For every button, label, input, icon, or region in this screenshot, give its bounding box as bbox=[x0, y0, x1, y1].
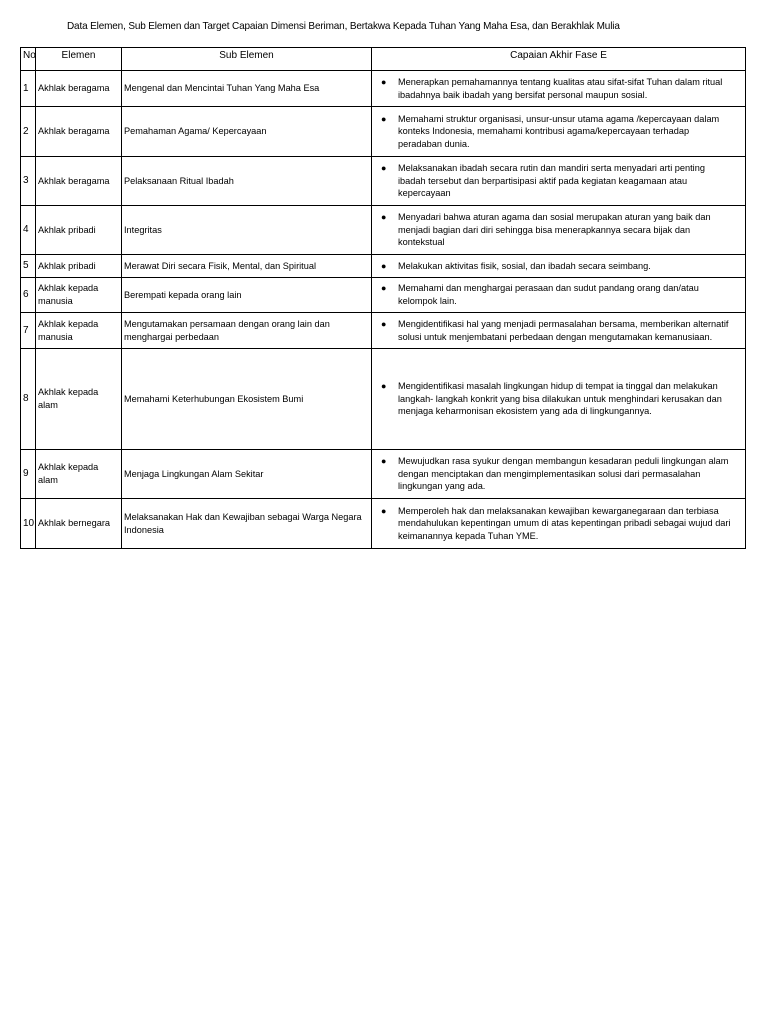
capaian-item bbox=[374, 260, 731, 273]
table-row bbox=[21, 255, 746, 278]
table-row bbox=[21, 107, 746, 157]
row-no: 1 bbox=[21, 71, 36, 107]
row-elemen: Akhlak pribadi bbox=[36, 255, 122, 278]
row-elemen: Akhlak beragama bbox=[36, 71, 122, 107]
bullet-icon: ● bbox=[381, 381, 387, 392]
table-row bbox=[21, 499, 746, 549]
data-table bbox=[20, 47, 746, 549]
capaian-item bbox=[374, 162, 731, 200]
bullet-icon: ● bbox=[381, 260, 387, 271]
row-capaian bbox=[372, 278, 746, 313]
row-elemen: Akhlak kepada alam bbox=[36, 450, 122, 499]
document-title: Data Elemen, Sub Elemen dan Target Capaian Dimensi Beriman, Bertakwa Kepada Tuhan Yang Maha Esa, dan Berakhlak Mulia bbox=[67, 21, 620, 32]
capaian-text: Mengidentifikasi hal yang menjadi permasalahan bersama, memberikan alternatif solusi untuk menjembatani perbedaan dengan mengutamakan kemanusiaan. bbox=[398, 318, 729, 342]
row-no: 10 bbox=[21, 499, 36, 549]
row-sub-elemen: Menjaga Lingkungan Alam Sekitar bbox=[122, 450, 372, 499]
table-header-row bbox=[21, 48, 746, 71]
capaian-item bbox=[374, 76, 731, 101]
capaian-item bbox=[374, 380, 731, 418]
capaian-text: Memahami dan menghargai perasaan dan sudut pandang orang dan/atau kelompok lain. bbox=[398, 283, 699, 306]
row-sub-elemen: Memahami Keterhubungan Ekosistem Bumi bbox=[122, 349, 372, 450]
row-capaian bbox=[372, 157, 746, 206]
row-sub-elemen: Mengutamakan persamaan dengan orang lain dan menghargai perbedaan bbox=[122, 313, 372, 349]
bullet-icon: ● bbox=[381, 318, 387, 329]
table-row bbox=[21, 349, 746, 450]
row-sub-elemen: Integritas bbox=[122, 206, 372, 255]
row-capaian bbox=[372, 450, 746, 499]
row-no: 9 bbox=[21, 450, 36, 499]
row-no: 2 bbox=[21, 107, 36, 157]
row-sub-elemen: Merawat Diri secara Fisik, Mental, dan Spiritual bbox=[122, 255, 372, 278]
table-row bbox=[21, 71, 746, 107]
bullet-icon: ● bbox=[381, 456, 387, 467]
row-elemen: Akhlak bernegara bbox=[36, 499, 122, 549]
row-no: 3 bbox=[21, 157, 36, 206]
row-no: 8 bbox=[21, 349, 36, 450]
row-sub-elemen: Melaksanakan Hak dan Kewajiban sebagai Warga Negara Indonesia bbox=[122, 499, 372, 549]
row-elemen: Akhlak pribadi bbox=[36, 206, 122, 255]
header-elemen: Elemen bbox=[36, 48, 122, 71]
bullet-icon: ● bbox=[381, 212, 387, 223]
table-row bbox=[21, 206, 746, 255]
capaian-text: Mengidentifikasi masalah lingkungan hidup di tempat ia tinggal dan melakukan langkah- langkah konkrit yang bisa dilakukan untuk menghindari kerusakan dan menjaga keharmonisan ekosistem yang ada di lingkungannya. bbox=[398, 381, 722, 417]
row-capaian bbox=[372, 206, 746, 255]
row-sub-elemen: Pemahaman Agama/ Kepercayaan bbox=[122, 107, 372, 157]
header-sub-elemen: Sub Elemen bbox=[122, 48, 372, 71]
row-no: 7 bbox=[21, 313, 36, 349]
row-capaian bbox=[372, 107, 746, 157]
row-elemen: Akhlak kepada manusia bbox=[36, 278, 122, 313]
capaian-text: Memahami struktur organisasi, unsur-unsur utama agama /kepercayaan dalam konteks Indonesia, memahami kontribusi agama/kepercayaan terhadap peradaban dunia. bbox=[398, 113, 720, 149]
capaian-item bbox=[374, 113, 731, 151]
row-capaian bbox=[372, 349, 746, 450]
row-sub-elemen: Mengenal dan Mencintai Tuhan Yang Maha Esa bbox=[122, 71, 372, 107]
row-no: 5 bbox=[21, 255, 36, 278]
capaian-item bbox=[374, 211, 731, 249]
capaian-item bbox=[374, 282, 731, 307]
capaian-text: Melaksanakan ibadah secara rutin dan mandiri serta menyadari arti penting ibadah tersebut dan berpartisipasi aktif pada kegiatan keagamaan atau kepercayaan bbox=[398, 163, 705, 199]
capaian-item bbox=[374, 505, 731, 543]
header-no: No bbox=[21, 48, 36, 71]
row-elemen: Akhlak beragama bbox=[36, 157, 122, 206]
row-capaian bbox=[372, 255, 746, 278]
bullet-icon: ● bbox=[381, 76, 387, 87]
row-capaian bbox=[372, 499, 746, 549]
row-elemen: Akhlak kepada manusia bbox=[36, 313, 122, 349]
table-row bbox=[21, 313, 746, 349]
row-elemen: Akhlak kepada alam bbox=[36, 349, 122, 450]
row-no: 6 bbox=[21, 278, 36, 313]
table-row bbox=[21, 157, 746, 206]
capaian-text: Menyadari bahwa aturan agama dan sosial merupakan aturan yang baik dan menjadi bagian dari diri sehingga bisa menerapkannya secara bijak dan kontekstual bbox=[398, 212, 711, 248]
bullet-icon: ● bbox=[381, 163, 387, 174]
row-no: 4 bbox=[21, 206, 36, 255]
table-row bbox=[21, 278, 746, 313]
bullet-icon: ● bbox=[381, 283, 387, 294]
capaian-item bbox=[374, 318, 731, 343]
capaian-text: Melakukan aktivitas fisik, sosial, dan ibadah secara seimbang. bbox=[398, 260, 651, 271]
capaian-text: Mewujudkan rasa syukur dengan membangun kesadaran peduli lingkungan alam dengan menciptakan dan mengimplementasikan solusi dari permasalahan lingkungan yang ada. bbox=[398, 456, 729, 492]
row-sub-elemen: Berempati kepada orang lain bbox=[122, 278, 372, 313]
capaian-text: Memperoleh hak dan melaksanakan kewajiban kewarganegaraan dan terbiasa mendahulukan kepentingan umum di atas kepentingan pribadi sebagai wujud dari keimanannya kepada Tuhan YME. bbox=[398, 505, 731, 541]
row-elemen: Akhlak beragama bbox=[36, 107, 122, 157]
capaian-text: Menerapkan pemahamannya tentang kualitas atau sifat-sifat Tuhan dalam ritual ibadahnya baik ibadah yang bersifat personal maupun sosial. bbox=[398, 76, 723, 100]
header-capaian: Capaian Akhir Fase E bbox=[372, 48, 746, 71]
row-capaian bbox=[372, 313, 746, 349]
row-capaian bbox=[372, 71, 746, 107]
bullet-icon: ● bbox=[381, 505, 387, 516]
capaian-item bbox=[374, 455, 731, 493]
table-row bbox=[21, 450, 746, 499]
row-sub-elemen: Pelaksanaan Ritual Ibadah bbox=[122, 157, 372, 206]
bullet-icon: ● bbox=[381, 113, 387, 124]
